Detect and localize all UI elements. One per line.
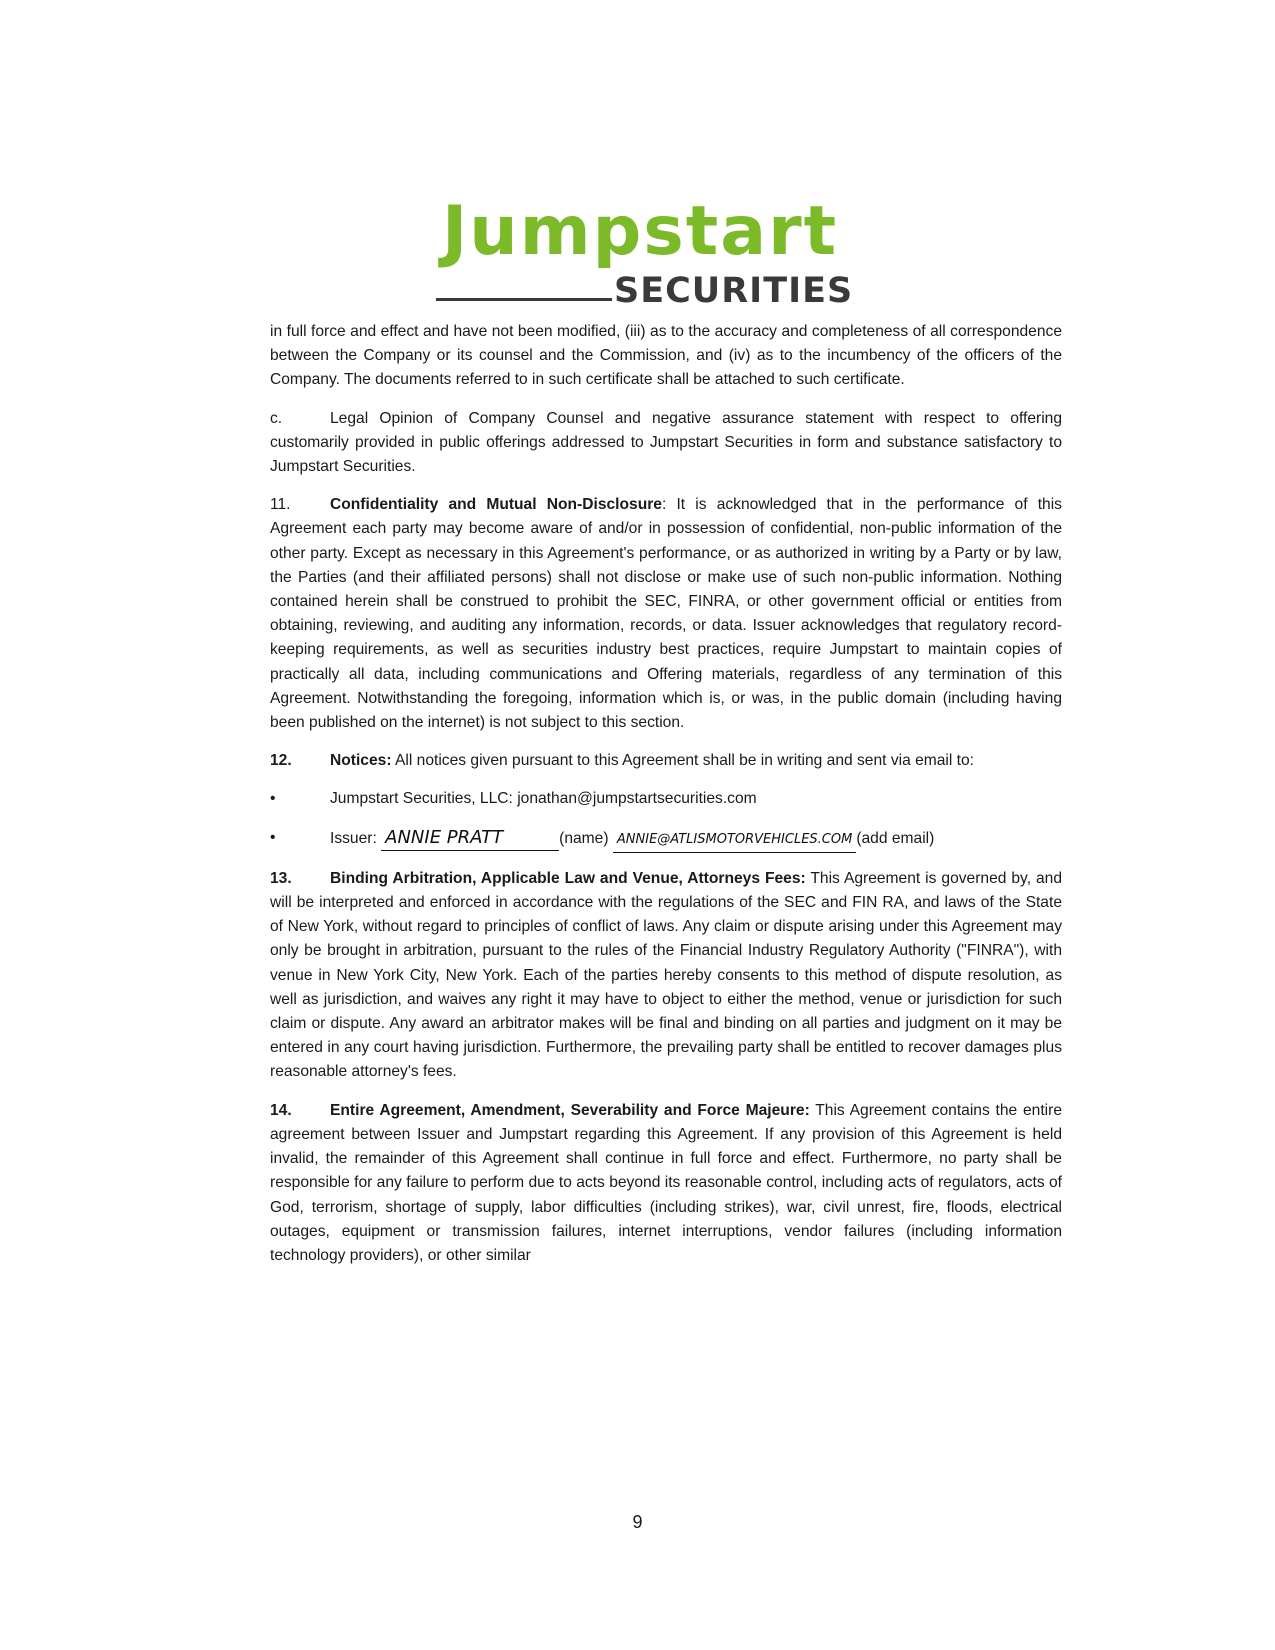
jumpstart-securities-logo xyxy=(436,192,876,314)
section-number: 14. xyxy=(270,1101,292,1119)
issuer-line xyxy=(330,826,934,853)
notice-bullet-issuer xyxy=(270,826,1062,853)
section-11 xyxy=(270,493,1062,735)
section-13 xyxy=(270,867,1062,1085)
section-12 xyxy=(270,749,1062,773)
section-text: This Agreement is governed by, and will be interpreted and enforced in accordance with the regulations of the SEC and FIN RA, and laws of the State of New York, without regard to principles of conflict of laws. Any claim or dispute arising under this Agreement may only be brought in arbitration, pursuant to the rules of the Financial Industry Regulatory Authority ("FINRA"), with venue in New York City, New York. Each of the parties hereby consents to this method of dispute resolution, as well as jurisdiction, and waives any right it may have to object to either the method, venue or jurisdiction for such claim or dispute. Any award an arbitrator makes will be final and binding on all parties and judgment on it may be entered in any court having jurisdiction. Furthermore, the prevailing party shall be entitled to recover damages plus reasonable attorney's fees. xyxy=(270,869,1062,1081)
section-title: Confidentiality and Mutual Non-Disclosure xyxy=(330,496,662,514)
section-title: Notices: xyxy=(330,752,392,770)
section-text: This Agreement contains the entire agreement between Issuer and Jumpstart regarding this Agreement. If any provision of this Agreement is held invalid, the remainder of this Agreement shall continue in full force and effect. Furthermore, no party shall be responsible for any failure to perform due to acts beyond its reasonable control, including acts of regulators, acts of God, terrorism, shortage of supply, labor difficulties (including strikes), war, civil unrest, fire, floods, electrical outages, equipment or transmission failures, internet interruptions, vendor failures (including information technology providers), or other similar xyxy=(270,1101,1062,1264)
paragraph-text: Legal Opinion of Company Counsel and negative assurance statement with respect to offering customarily provided in public offerings addressed to Jumpstart Securities in form and substance satisfactory to Jumpstart Securities. xyxy=(270,409,1062,476)
notice-bullet-jumpstart xyxy=(270,787,1062,811)
paragraph-c xyxy=(270,407,1062,480)
section-title: Entire Agreement, Amendment, Severability and Force Majeure: xyxy=(330,1101,810,1119)
bullet-mark: • xyxy=(270,828,276,846)
logo-rule xyxy=(436,298,612,301)
section-number: 13. xyxy=(270,869,292,887)
email-label: (add email) xyxy=(856,829,935,847)
paragraph-continuation: in full force and effect and have not been modified, (iii) as to the accuracy and completeness of all correspondence between the Company or its counsel and the Commission, and (iv) as to the incumbency of the officers of the Company. The documents referred to in such certificate shall be attached to such certificate. xyxy=(270,323,1062,389)
bullet-text: Jumpstart Securities, LLC: jonathan@jumpstartsecurities.com xyxy=(330,790,757,808)
document-body xyxy=(270,320,1062,1282)
issuer-label: Issuer: xyxy=(330,829,377,847)
section-title: Binding Arbitration, Applicable Law and Venue, Attorneys Fees: xyxy=(330,869,806,887)
section-number: 11. xyxy=(270,496,291,514)
issuer-name-handwritten: ANNIE PRATT xyxy=(381,826,559,851)
item-number: c. xyxy=(270,409,283,427)
logo-subtitle: SECURITIES xyxy=(614,271,854,311)
name-label: (name) xyxy=(559,829,609,847)
bullet-mark: • xyxy=(270,790,276,808)
section-14 xyxy=(270,1099,1062,1268)
section-number: 12. xyxy=(270,752,292,770)
page-number: 9 xyxy=(632,1512,643,1532)
section-text: All notices given pursuant to this Agreement shall be in writing and sent via email to: xyxy=(391,752,975,770)
logo-wordmark: Jumpstart xyxy=(442,192,839,271)
section-text: : It is acknowledged that in the performance of this Agreement each party may become aware of and/or in possession of confidential, non-public information of the other party. Except as necessary in this Agreement's performance, or as authorized in writing by a Party or by law, the Parties (and their affiliated persons) shall not disclose or make use of such non-public information. Nothing contained herein shall be construed to prohibit the SEC, FINRA, or other government official or entities from obtaining, reviewing, and auditing any information, records, or data. Issuer acknowledges that regulatory record-keeping requirements, as well as securities industry best practices, require Jumpstart to maintain copies of practically all data, including communications and Offering materials, regardless of any termination of this Agreement. Notwithstanding the foregoing, information which is, or was, in the public domain (including having been published on the internet) is not subject to this section. xyxy=(270,496,1062,732)
issuer-email-handwritten: ANNIE@ATLISMOTORVEHICLES.COM xyxy=(613,828,856,853)
